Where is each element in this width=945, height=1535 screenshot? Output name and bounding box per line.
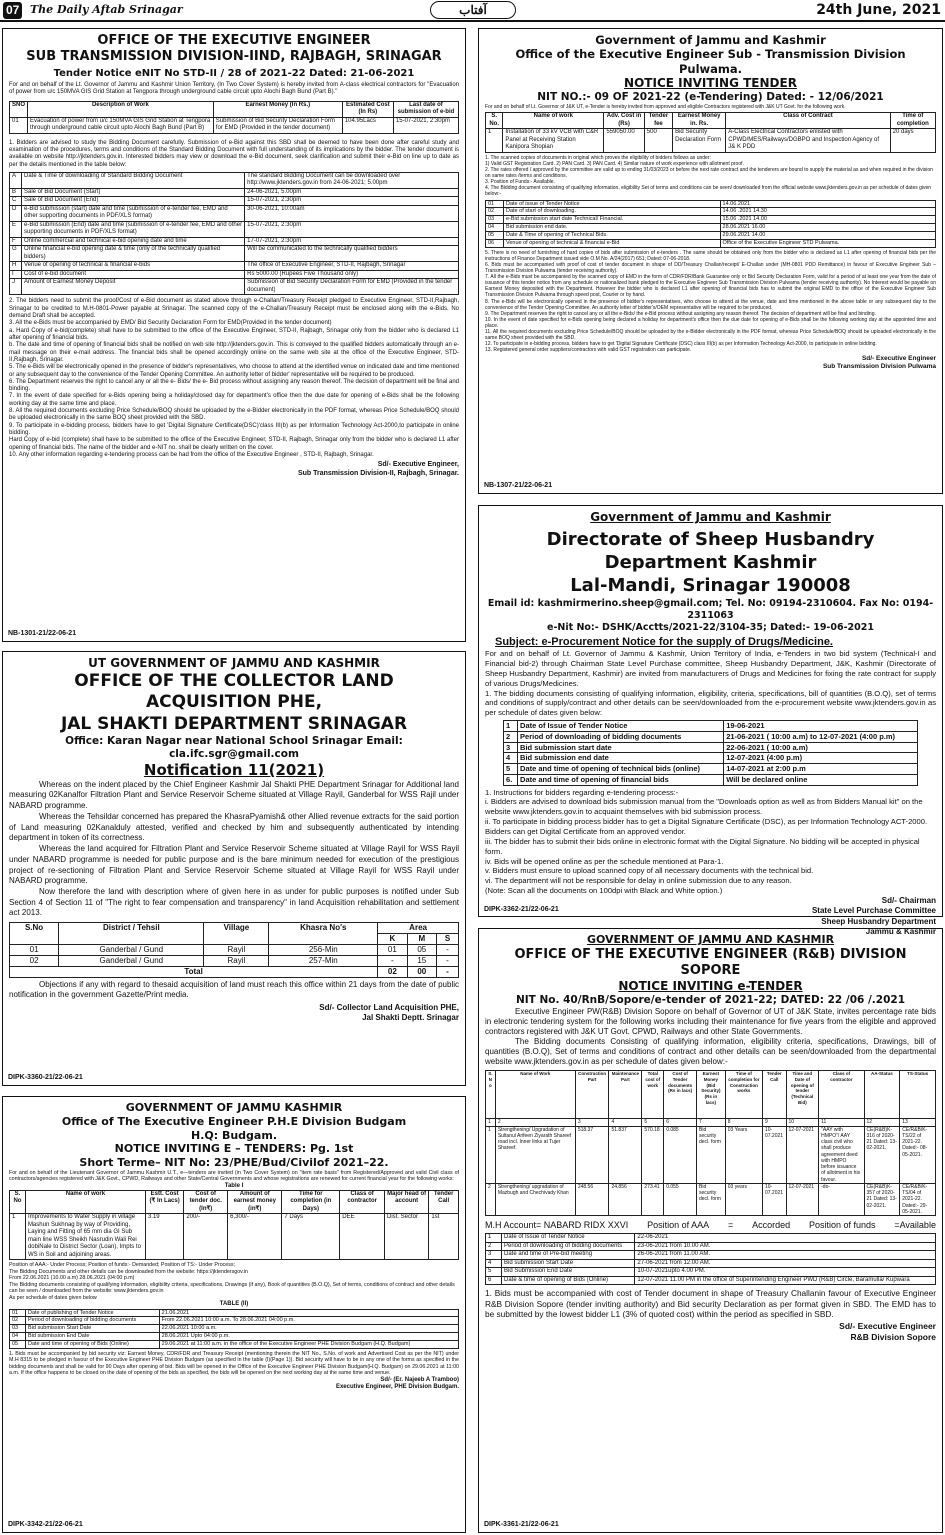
table-row: C Sale of Bid Document (End) 15-07-2021, 2:30pm bbox=[10, 197, 459, 206]
condition-item: 6. The Department reserves the right to cancel any or all the e- Bids/ the e- Bid process without assigning any reason thereof. The decision of department will be final and binding. bbox=[9, 378, 459, 393]
notice-heading: GOVERNMENT OF JAMMU KASHMIR bbox=[125, 1101, 343, 1114]
eligibility-list: 1. The scanned copies of documents in original which proves the eligibility of bidders follows as under: 1) Valid GST Registration Card. 2) PAN Card. 3) PAN Card. 4) Similar nature of work experience with allotment proof. 2. The rates offered / approved by the committee are valid up to ending 31/03/2023 or before the next rate contract and the tenderers are bound to supply the material as and when required in the division on same rates /terms and conditions. 3. Position of Funds:- Available. 4. The Bidding document consisting of qualifying information, eligibility Set of terms and conditions can be seen/ downloaded from the official website www.jktenders.gov.in as per schedule of dates given below:- bbox=[485, 154, 933, 198]
intro-text: For and on behalf of the Lieutenant Governor of Jammu Kashmir U.T., e—tenders are invited (in Two Cover System) on "item rate basis" from Registered/Approved and valid Civil class of contractors/agencies registered with J&K Govt., CPWD, Railways and other State/Central Governments and whose registrations are renewed for current financial year for the following works: bbox=[9, 1169, 459, 1183]
table-row: 6 Date & time of opening of Bids (Online) 12-07-2021 11.00 PM in the office of Superintending Engineer PWD (R&B) Circle, Baramulla/ Kupwara bbox=[486, 1276, 936, 1285]
reference-number: NB-1301-21/22-06-21 bbox=[8, 630, 77, 638]
work-table: SNO Description of Work Earnest Money (In Rs.) Estimated Cost (In Rs) Last date of submission of e-bid 01 Evacuation of power from u/c 150MVA GIS Grid Station at Tengpora through underground cable circuit upto Alochi Bagh Bund (Part B) Submission of Bid Security Declaration Form for EMD (Provided in the tender document) 104.95Lacs 15-07-2021, 2:30pm bbox=[9, 101, 459, 134]
table-row: 03 Bid submission Start Date 22.06.2021 10:00 a.m. bbox=[10, 1325, 459, 1333]
signature: Sd/- Executive Engineer Sub Transmission Division Pulwama bbox=[822, 355, 936, 371]
notice-phe-budgam bbox=[2, 1096, 466, 1533]
table-row: 06 Venue of opening of technical & financial e-Bid Office of the Executive Engineer STD Pulwama. bbox=[486, 239, 936, 247]
table-row: G Online financial e-bid opening date & time (only of the technically qualified bidders) Will be communicated to the technically qualified bidders bbox=[10, 246, 459, 262]
notice-heading: Government of Jammu and Kashmir bbox=[595, 33, 826, 47]
objection-text: Objections if any with regard to thesaid acquisition of land must reach this office within 21 days from the date of public notification in the government Gazette/Print media. bbox=[9, 980, 459, 1000]
table-row: 03 e-Bid submission start date Technical/ Financial. 15.06 .2021 14.00 bbox=[486, 216, 936, 224]
intro-text: For and on behalf of Lt. Governor of Jammu & Kashmir, Union Territory of India, e-Tenders in two bid system (Technical-I and Financial bid-2) through Chairman State Level Purchase committee, Sheep Husbandry Department, J&K, Kashmir (Directorate of Sheep Husbandry Department, Kashmir) are invited from manufacturers of Drugs and Medicines for fixing the rate contract for supply of various Drugs/Medicines. bbox=[485, 649, 936, 688]
reference-number: DIPK-3360-21/22-06-21 bbox=[8, 1074, 83, 1082]
table-row: 04 Bid submission End Date 28.06.2021 Upto 04:00 p.m. bbox=[10, 1333, 459, 1341]
table-row: B Sale of Bid Document (Start) 24-06-2021, 5.00pm bbox=[10, 188, 459, 197]
table-row: 1 Date of Issue of Tender Notice 19-06-2021 bbox=[504, 721, 918, 732]
schedule-table bbox=[485, 200, 936, 248]
table-row: 5 Date and time of opening of technical bids (online) 14-07-2021 at 2:00 p.m bbox=[504, 764, 918, 775]
newspaper-logo: آفتاب bbox=[430, 1, 516, 19]
office-address: Office: Karan Nagar near National School Srinagar Email: cla.ifc.sgr@gmail.com bbox=[65, 734, 403, 760]
position-text: Position of AAA:- Under Process; Position of funds:- Demanded; Position of TS:- Under Process; The Bidding Documents and other details can be downloaded from the website: https://jktendersgov.in From 22.06.2021 (10.00 a.m) 28.06.2021 (04:00 p.m) The Bidding documents consisting of qualifying information, eligibility criteria, specifications, Drawings (if any), Book of quantities (B.O.Q), Set of terms, conditions of contract and other details can be seen / downloaded from the website: www.jktenders.gov.in As per schedule of dates given below bbox=[9, 1262, 455, 1301]
schedule-table bbox=[9, 1309, 459, 1349]
schedule-table bbox=[9, 172, 459, 296]
para-1: 1. Bidders are advised to study the Bidding Document carefully. Submission of e-Bid against this SBD shall be deemed to have been done after careful study and examination of the procedures, terms and conditions of the Standard Bidding Document with full understanding of its implications by the bidder. The tender document is available on website http://jktenders.gov.in. Interested bidders may view or download the e-Bid document, seek clarification and submit their e-Bid on line up to date as per the details mentioned in the table below: bbox=[9, 139, 459, 168]
notice-title: NOTICE INVITING TENDER bbox=[624, 76, 797, 91]
table-row: 2 Period of downloading of bidding documents 21-06-2021 ( 10:00 a.m) to 12-07-2021 (4:00 p.m) bbox=[504, 731, 918, 742]
condition-item: 3. All the e-Bids must be accompanied by EMD/ Bid Security Declaration Form for EMD(Provided in the tender document) bbox=[9, 320, 332, 327]
notice-rnb-sopore bbox=[478, 928, 943, 1533]
para-2: The Bidding documents Consisting of qualifying information, eligibility criteria, specifications, Drawings, bill of quantities (B.O.Q), Set of terms and conditions of contract and other details can be seen/downloaded from the departmental website www.jktenders.gov.in as per schedule of dates given below:- bbox=[485, 1037, 936, 1067]
table-row: 2 Strengthening/ upgradation of Mazbugh and Chechivady Khan 248.56 24.856 273.41 0.055 Bid security decl. form 03 years 10-07.2021 12-07-2021 -do- CE(R&B)K-357 of 2020-21 Dated: 13-02-2021. CE/R&B/K-TS/04 of 2021-22. Dated:- 29-05-2021. bbox=[486, 1183, 936, 1215]
notice-heading: GOVERNMENT OF JAMMU AND KASHMIR bbox=[586, 933, 835, 946]
department-name: JAL SHAKTI DEPARTMENT SRINAGAR bbox=[60, 713, 408, 734]
table-row: 04 Bid submission end date. 28.06.2021 16.00 bbox=[486, 224, 936, 232]
condition-item: 7. In the event of date specified for e-Bids opening being a holiday/closed day for department's office then the due date for opening of e-Bids shall be the following working day at the same time and place. bbox=[9, 393, 459, 407]
table-title: TABLE (II) bbox=[219, 1301, 249, 1308]
reference-number: NB-1307-21/22-06-21 bbox=[484, 482, 553, 490]
notice-subheading: OFFICE OF THE COLLECTOR LAND ACQUISITION PHE, bbox=[74, 671, 394, 713]
notice-subheading: Directorate of Sheep Husbandry Department Kashmir bbox=[546, 528, 875, 573]
table-row: I Cost of e-bid document Rs 5000.00 (Rupees Five Thousand only) bbox=[10, 270, 459, 279]
intro-text: Executive Engineer PW(R&B) Division Sopore on behalf of Governor of UT of J&K State, invites percentage rate bids in electronic tendering system for the following works including their maintenance for five years from the eligible and approved contractors registered with J&K UT Govt. CPWD, Railways and other State Governments. bbox=[485, 1007, 936, 1037]
condition-item: 8. All the required documents excluding Price Schedule/BOQ should be uploaded by the e-Bidder electronically in the PDF format, whereas Price Schedule/BOQ should be uploaded electronically in the same BOQ sheet provided with the SBD. bbox=[9, 408, 459, 422]
condition-item: 5. The e-Bids will be electronically opened in the presence of bidder's representatives, who choose to attend at the identified venue on indicated date and time mentioned or any subsequent day to the convenience of the Tender Opening Committee. An authority letter of bidder' representative will be required to be produced. bbox=[9, 364, 459, 378]
table-row: 3 Bid submission start date 22-06-2021 ( 10:00 a.m) bbox=[504, 742, 918, 753]
table-row: A Date & Time of downloading of Standard Bidding Document The standard Bidding Document can be downloaded over http://www.jktenders.gov.in from 24-06-2021; 5.00pm bbox=[10, 172, 459, 188]
condition-item: 10. Any other information regarding e-tendering process can be had from the office of the Executive Engineer , STD-II, Rajbagh, Srinagar. bbox=[9, 451, 374, 458]
land-table: S.No District / Tehsil Village Khasra No's Area K M S 01 Ganderbal / Gund Rayil 256-Min 01 05 - 02 Ganderbal / Gund Rayil 257-Min - 15 - Total 02 00 - bbox=[9, 922, 459, 978]
table-row: 4 Bid submission Start Date 27-06-2021 from 12.00 AM. bbox=[486, 1259, 936, 1268]
issue-date: 24th June, 2021 bbox=[816, 2, 941, 18]
table-row: H Venue of opening of technical & financial e-bids The office of Executive Engineer, STD-II, Rajbagh, Srinagar bbox=[10, 262, 459, 271]
reference-number: DIPK-3362-21/22-06-21 bbox=[484, 905, 559, 913]
contact-line: Email id: kashmirmerino.sheep@gmail.com; Tel. No: 09194-2310604. Fax No: 0194-2311063 bbox=[487, 597, 934, 622]
notice-hq: H.Q: Budgam. bbox=[191, 1128, 277, 1142]
notice-subheading: SUB TRANSMISSION DIVISION-IIND, RAJBAGH, SRINAGAR bbox=[26, 49, 442, 65]
notice-heading: Government of Jammu and Kashmir bbox=[590, 510, 831, 524]
work-table: S. No Name of work Estt. Cost (₹ In Lacs) Cost of tender doc. (In₹) Amount of earnest money (in₹) Time for completion (in Days) Class of contractor Major head of account Tender Call 1 Improvements to Water Supply in village Mashun Sukhnag by way of Providing, Laying and Fitting of 65 mm dia GI Sub main line WSS Sheikh Nasrudin Wali Rei dobiNale to District Sector (Loan), Impts to WS in Soil and adjoining areas. 3.19 200/- 6,300/- 7 Days DEE Dist. Sector 1st bbox=[9, 1190, 459, 1261]
notice-sheep-husbandry bbox=[478, 505, 943, 937]
table-row: 01 Date of issue of Tender Notice 14.06.2021 bbox=[486, 200, 936, 208]
intro-text: For and on behalf of Lt. Governor of J&K UT, e-Tender is hereby invited from approved and eligible Contractors registered with J&K UT Govt. for the following work. bbox=[485, 104, 846, 111]
condition-item: a. Hard Copy of e-bid(complete) shall have to be submitted to the office of the Executive Engineer, STD-II, Rajbagh, Srinagar only from the bidder who is declared L1 after opening of financial bids. bbox=[9, 327, 459, 341]
table-row: 02 Period of downloading of bidding documents From 22.06.2021 10:00 a.m. To 28.06.2021 04:00 p.m. bbox=[10, 1317, 459, 1325]
table-row: 1 Date of Issue of Tender Notice 22-06-2021 bbox=[486, 1234, 936, 1243]
table-row: 5 Bid Submission End Date 10-07-2021upto 4.00 PM. bbox=[486, 1268, 936, 1277]
emd-text: 1. Bids must be accompanied with cost of Tender document in shape of Treasury Challanin favour of Executive Engineer R&B Division Sopore (tender inviting authority) and Bid security Declaration as per format given in SBD. The EMD has to be submitted by the lowest bidder L1 (3% of quoted cost) within the period as specified in SBD. bbox=[485, 1288, 936, 1320]
notification-body: Whereas on the indent placed by the Chief Engineer Kashmir Jal Shakti PHE Department Srinagar for Additional land measuring 02Kanalfor Filtration Plant and Service Reservoir Scheme situated at Village Rayil, Ganderbal for WSS Rajil under NABARD programme. Whereas the Tehsildar concerned has prepared the KhasraPyamish& other Allied revenue extracts for the said portion of Land measuring 02Kanalduly attested, verified and checked by him and subsequently authenticated by intending department in token of its correctness. Whereas the land acquired for Filtration Plant and Service Reservoir Scheme situated at Village Rayil for WSS Rayil under NABARD programme is needed for public purpose and is the bare minimum needed for execution of the prestigious project of re-sectioning of Filtration Plant and Service Reservoir Scheme situated at Village Rayil for WSS Rayil under NABARD programme. Now therefore the land with description where of given here in as under for public purposes is notified under Sub Section 4 of Section 11 of "The right to fear compensation and transparency" in land Acquisition rehabilitation and settlement act 2013. bbox=[9, 779, 459, 918]
notice-heading: OFFICE OF THE EXECUTIVE ENGINEER bbox=[97, 33, 371, 48]
condition-item: 2. The bidders need to submit the proof/Cost of e-Bid document as stated above through e-Challan/Treasury Receipt pledged to Executive Engineer, STD-II,Rajbagh, Srinagar to be credited to M.H-0801-Power payable at Srinagar. The scanned copy of the e-Challan/Treasury Receipt must be enclosed along with the e-Bids. No demand Draft shall be accepted. bbox=[9, 298, 459, 319]
instructions-list: 1. Instructions for bidders regarding e-tendering process:- i. Bidders are advised to download bids submission manual from the "Downloads option as well as from Bidders Manual kit" on the website www.jktenders.gov.in to acquaint themselves with bid submission process. ii. To participate in bidding process bidder has to get a Digital Signature Certificate (DSC), as per Information Technology ACT-2000. Bidders can get Digital Certificate from an approved vendor. iii. The bidder has to submit their bids online in electronic format with the Digital Signature. No bidding will be accepted in physical form. iv. Bids will be opened online as per the schedule mentioned at Para-1. v. Bidders must ensure to upload scanned copy of all necessary documents with the technical bid. vi. The department will not be responsible for delay in online submission due to any reason. (Note: Scan all the documents on 100dpi with Black and White option.) bbox=[485, 787, 928, 896]
condition-item: Hard Copy of e-bid (complete) shall have to be submitted to the office of the Executive Engineer, STD-II, Rajbagh, Srinagar only from the bidder who is declared L1 after opening of financial bids. The name of the bidder and e-NIT no. shall be clearly written on the cover. bbox=[9, 437, 459, 451]
table-row: F Online commercial and technical e-bid opening date and time 17-07-2021, 2:30pm bbox=[10, 237, 459, 246]
conditions-list bbox=[9, 298, 459, 459]
table-title: Table I bbox=[224, 1182, 244, 1189]
table-row: 4 Bid submission end date 12-07-2021 (4:00 p.m) bbox=[504, 753, 918, 764]
notice-std-rajbagh bbox=[2, 28, 466, 642]
works-table: S. N o Name of Work Construction Part Maintenance Part Total cost of work Cost of Tender documents (Rs in lacs) Earnest Money (Bid Security) (Rs in lacs) Time of completion for Construction works Tender Call Time and Date of opening of tender (Technical Bid) Class of contractor AA-Status TS-Status 1 2 3 4 5 6 7 8 9 10 11 12 13 1 Strengthening/ Upgradation of Sultanul Arifeen Ziyarath Shareef road incl. Inner links at Tujer Shareef. 518.37 51.837 570.18 0.085 Bid security decl. form 03 Years 10-07.2021 12-07-2021 "AAY with HMPO"/ AAY class civil who shall produce agreement deed with HMPO before issuance of allotment in his favour. CE(R&B)K-316 of 2020-21 Dated: 13-02-2021. CE/R&B/K-TS/22 of 2021-22. Dated:- 08-05-2021. 2 Strengthening/ upgradation of Mazbugh and Chechivady Khan 248.56 24.856 273.41 0.055 Bid security decl. form 03 years 10-07.2021 12-07-2021 -do- CE(R&B)K-357 of 2020-21 Dated: 13-02-2021. CE/R&B/K-TS/04 of 2021-22. Dated:- 29-05-2021. bbox=[485, 1070, 936, 1216]
table-row: 2 Period of downloading of bidding documents 23-06-2021 from 10.00 AM. bbox=[486, 1242, 936, 1251]
notice-title: NOTICE INVITING e-TENDER bbox=[618, 979, 803, 994]
bid-security-text: 1. Bids must be accompanied by bid security viz: Earnest Money, CDR/FDR and Treasury Receipt (mentioning therein the NIT No., S.No. of work and Advertised Cost as per the NIT) under M.H 8315 to be pledged in favour of the Executive Engineer PHE Division Budgam (as specified in the table (I)(Page 1)). Bid security will have to be in any one of the forms as specified in the bidding documents and shall be valid for 90 Days after opening of bid. Bids will be opened in the Office of the Executive Engineer PHE Division Budgam(H.Q. Budgam) on 29.06.2021 at 11:00 a.m. If the office happens to be closed on the date of opening of the bids as specified, the bids will be opened on the next working day at the same time and venue. bbox=[9, 1350, 459, 1377]
schedule-table bbox=[503, 720, 918, 786]
signature: Sd/- Chairman State Level Purchase Committee Sheep Husbandry Department Jammu & Kashmir bbox=[811, 896, 936, 937]
condition-item: 9. To participate in e-bidding process, bidders have to get 'Digital Signature Certificate(DSC)'class III(b) as per Information Technology Act-2000,to participate in online bidding. bbox=[9, 422, 459, 436]
nit-number: NIT No. 40/RnB/Sopore/e-tender of 2021-22; DATED: 22 /06 /.2021 bbox=[515, 994, 906, 1007]
intro-text: For and on behalf of the Lt. Governor of Jammu and Kashmir Union Territory, (In Two Cover System) is hereby invited from A-class electrical contractors for "Evacuation of power from u/c 150MVA GIS Grid Station at Tengpora through underground cable circuit upto Alochi Bagh Bund (Part B)." bbox=[9, 82, 459, 96]
notice-subheading: OFFICE OF THE EXECUTIVE ENGINEER (R&B) DIVISION SOPORE bbox=[514, 946, 907, 978]
notice-std-pulwama bbox=[478, 28, 943, 494]
page-number: 07 bbox=[3, 2, 22, 19]
subject-line: Subject: e-Procurement Notice for the supply of Drugs/Medicine. bbox=[495, 635, 833, 648]
para-1: 1. The bidding documents consisting of qualifying information, eligibility, criteria, specifications, bill of quantities (B.O.Q), set of terms and conditions of supply/contract and other details can be seen/downloaded from the e-procurement website www.jktenders.gov.in as per schedule of dates given below: bbox=[485, 688, 936, 718]
notice-heading: UT GOVERNMENT OF JAMMU AND KASHMIR bbox=[88, 656, 380, 670]
table-row: D e-Bid submission (start) date and time (submission of e-tender fee, EMD and other supporting documents in PDF/XLS format) 30-06-2021, 10:00am bbox=[10, 205, 459, 221]
position-line: M.H Account= NABARD RIDX XXVI Position of AAA = Accorded Position of funds =Available bbox=[485, 1220, 936, 1231]
table-row: 01 Date of publishing of Tender Notice 21.06.2021 bbox=[10, 1309, 459, 1317]
reference-number: DIPK-3361-21/22-06-21 bbox=[484, 1521, 559, 1529]
work-table: S. No. Name of work Adv. Cost in (Rs) Tender fee Earnest Money in. Rs. Class of Contract Time of completion 1 Installation of 33 kV VCB with C&R Panel at Receiving Station Kanipora Shopian 559050.00 500 Bid Security Declaration Form A-Class Electrical Contractors enlisted with CPWD/MES/Railways/DGBPO and Inspection Agency of J& K PDD 20 days bbox=[485, 112, 936, 153]
nit-number: Short Terme– NIT No: 23/PHE/Bud/Civilof 2021–22. bbox=[79, 1156, 389, 1169]
table-row: 05 Date & Time of opening of Technical Bids. 29.06.2021 14.00 bbox=[486, 232, 936, 240]
nit-number: NIT NO.:- 09 OF 2021-22 (e-Tendering) Dated: - 12/06/2021 bbox=[537, 91, 884, 104]
reference-number: DIPK-3342-21/22-06-21 bbox=[8, 1521, 83, 1529]
signature: Sd/- Collector Land Acquisition PHE, Jal Shakti Deptt. Srinagar bbox=[319, 1003, 459, 1023]
notice-subheading: Office of the Executive Engineer Sub - Transmission Division Pulwama. bbox=[515, 47, 906, 76]
conditions-list: 5. There is no need of furnishing of hard copies of bids after submission of e-tenders . The same should be obtained only from the bidder who is declared as L1 after opening of financial bids per the instructions of Finance Department issued vide O.M No. A/24(2017) 651; Dated: 07-06-2018. 6. Bids must be accompanied with proof of cost of tender document in shape of DD/Treasury Challan/receipt/ E-Challan under (MH-0801 PDD Remittance) in favour of Executive Engineer Sub –Transmission Division Pulwama (tender receiving authority). 7. All the e-Bids must be accompanied by the scanned copy of EMD in the form of CDR/FDR/Bank Guarantee only or Bid Security Declaration Form, valid for a period of at least one year from the date of issuance of this tender notice from any schedule or nationalized bank pledged to the Executive Engineer Sub Transmission Division Pulwama (tender receiving authority). No Interest would be payable on Earnest Money deposited with the Department. However the bidder who is declared L1 after opening of financial bids has to submit the original EMD to the office of the Executive Engineer Sub Transmission Division Pulwama through speed post, Courier or by hand. 8. The e-Bids will be electronically opened in the presence of bidder's representatives, who choose to attend at the venue, date and time mentioned in the above table or any subsequent day to the convenience of the Tender Opening Committee. An authority letter of bidder's/OEM representative will be required to be produced. 9. The Department reserves the right to cancel any or all the e-Bids/ the e-Bid process without assigning any reason thereof. The decision of department will be final and binding. 10. In the event of date specified for e-Bids opening being declared a holiday for department's office then the due date for opening of e-Bids shall be the following working day at the appointed time and place. 11. All the required documents excluding Price Schedule/BOQ should be uploaded by the e-Bidder electronically in the PDF format, whereas Price Schedule/BOQ should be uploaded electronically in the same BOQ sheet provided with the SBD. 12. To participate in e-bidding process, bidders have to get 'Digital Signature Certificate (DSC) class III(b) as per Information Technology Act-2000, to participate in online bidding. 13. Registered general order suppliers/contractors with valid GST registration can participate. bbox=[485, 249, 936, 354]
table-row: 05 Date and time of opening of Bids (Online) 29.06.2021 at 11:00 a.m. in the office of the Executive Engineer PHE Division Budgam (H.Q. Budgam) bbox=[10, 1341, 459, 1349]
table-row: 1 Strengthening/ Upgradation of Sultanul Arifeen Ziyarath Shareef road incl. Inner links at Tujer Shareef. 518.37 51.837 570.18 0.085 Bid security decl. form 03 Years 10-07.2021 12-07-2021 "AAY with HMPO"/ AAY class civil who shall produce agreement deed with HMPO before issuance of allotment in his favour. CE(R&B)K-316 of 2020-21 Dated: 13-02-2021. CE/R&B/K-TS/22 of 2021-22. Dated:- 08-05-2021. bbox=[486, 1126, 936, 1183]
table-row: 02 Date of start of downloading. 14.06 .2021 14.30 bbox=[486, 208, 936, 216]
notice-land-acquisition bbox=[2, 651, 466, 1086]
notification-number: Notification 11(2021) bbox=[143, 761, 325, 779]
signature: Sd/- (Er. Najeeb A Tramboo) Executive Engineer, PHE Division Budgam. bbox=[335, 1376, 459, 1391]
tender-number: Tender Notice eNIT No STD-II / 28 of 2021-22 Dated: 21-06-2021 bbox=[53, 67, 415, 79]
signature: Sd/- Executive Engineer, Sub Transmission Division-II, Rajbagh, Srinagar. bbox=[297, 461, 459, 477]
schedule-table bbox=[485, 1233, 936, 1285]
signature: Sd/- Executive Engineer R&B Division Sopore bbox=[839, 1321, 936, 1343]
table-row: J Amount of Earnest Money Deposit Submission of Bid Security Declaration Form for EMD (Provided in the tender document) bbox=[10, 279, 459, 295]
masthead bbox=[0, 0, 945, 22]
notice-address: Lal-Mandi, Srinagar 190008 bbox=[570, 575, 851, 597]
enit-number: e-Nit No:- DSHK/Acctts/2021-22/3104-35; Dated:- 19-06-2021 bbox=[547, 622, 874, 634]
notice-title: NOTICE INVITING E – TENDERS: Pg. 1st bbox=[114, 1142, 354, 1156]
table-row: 6. Date and time of opening of financial bids Will be declared online bbox=[504, 774, 918, 785]
newspaper-name: The Daily Aftab Srinagar bbox=[30, 3, 183, 16]
table-row: E e-Bid submission (End) date and time (submission of e-tender fee, EMD and other supporting documents in PDF/XLS format) 15-07-2021, 2:30pm bbox=[10, 221, 459, 237]
condition-item: b. The date and time of opening of financial bids shall be notified on web site http://jktenders.gov.in. This is conveyed to the qualified bidders automatically through an e-mail message on their e-mail address. The financial bids shall be opened accordingly online on the same web site at the office of the Executive Engineer, STD-II,Rajbagh, Srinagar. bbox=[9, 342, 459, 363]
notice-subheading: Office of The Executive Engineer P.H.E Division Budgam bbox=[61, 1114, 407, 1128]
table-row: 3 Date and time of Pre-bid meeting 26-06-2021 from 11.00 AM. bbox=[486, 1251, 936, 1260]
